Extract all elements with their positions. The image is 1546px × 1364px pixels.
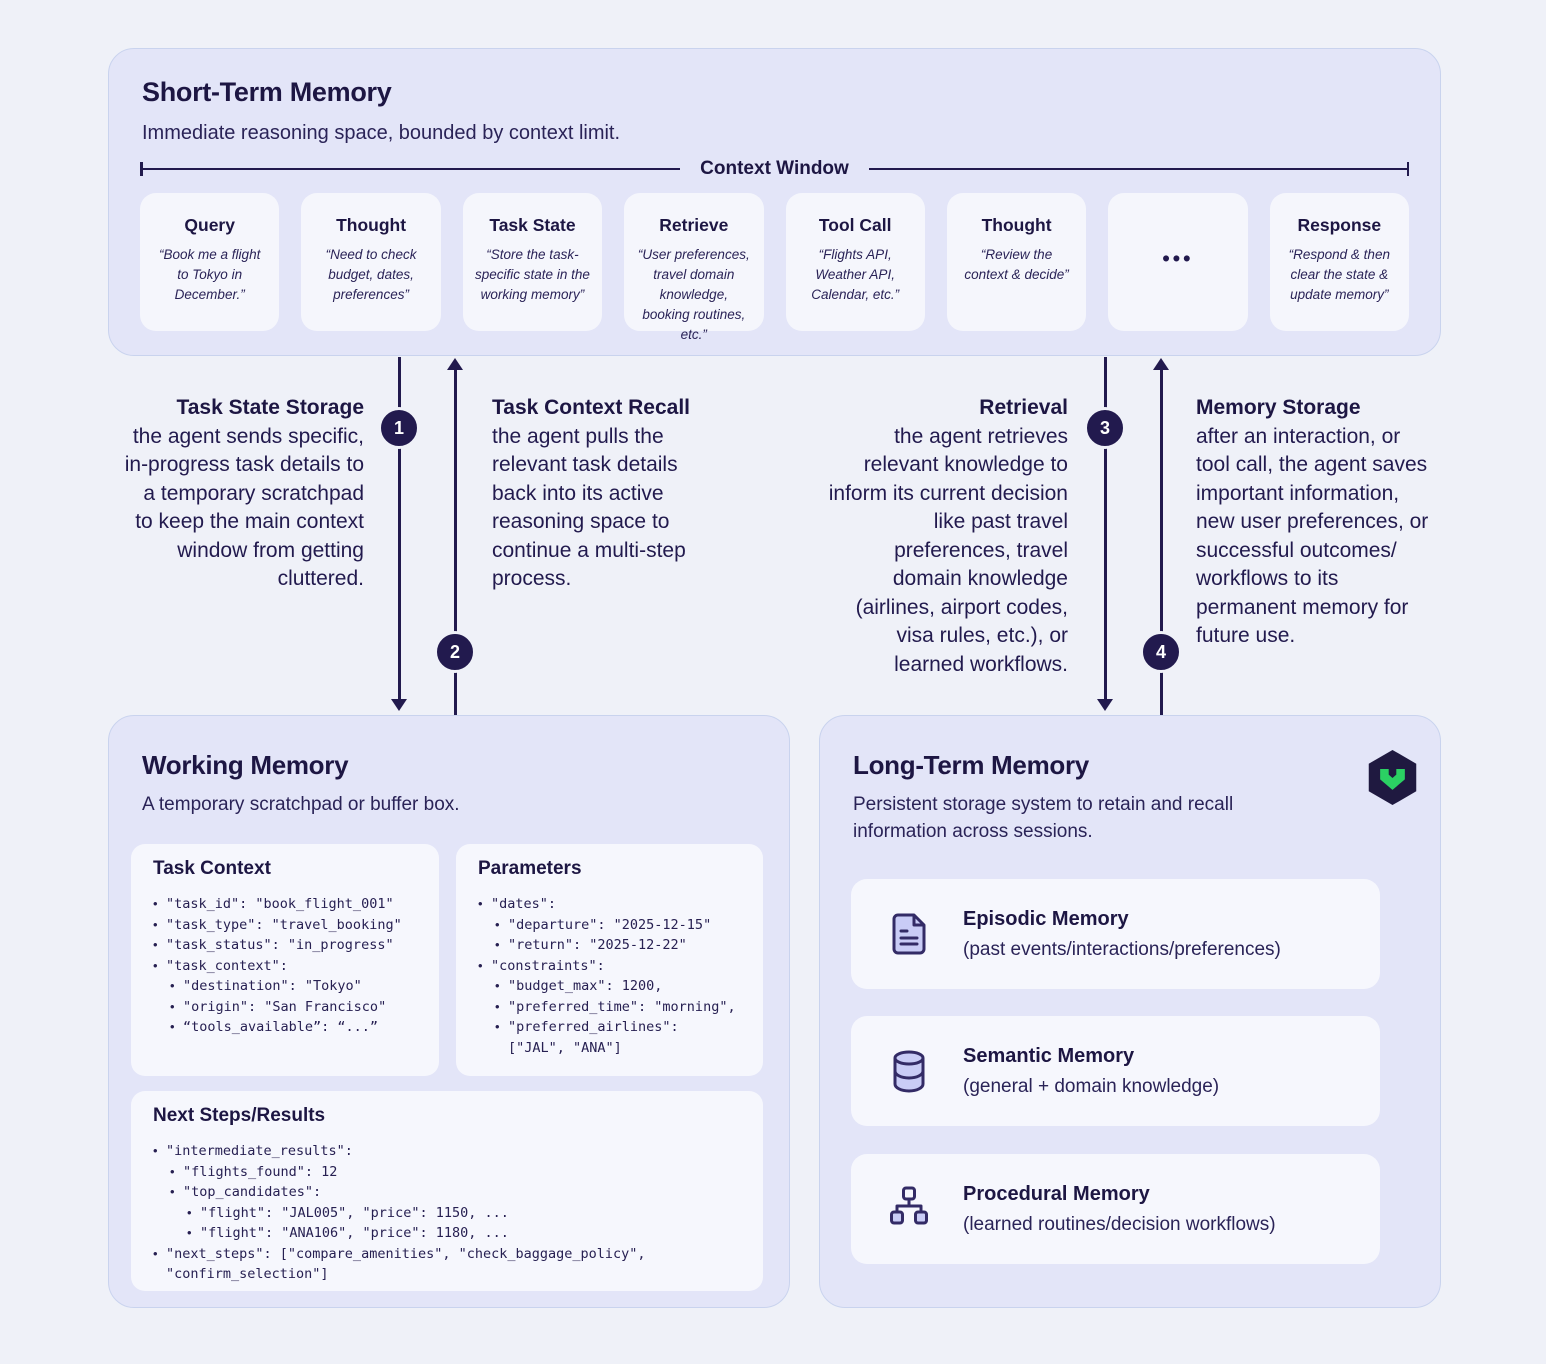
bullet-icon: • (170, 978, 175, 993)
code-line: • "task_status": "in_progress" (153, 935, 439, 956)
episodic-memory-title: Episodic Memory (963, 907, 1129, 930)
code-line: • "flight": "JAL005", "price": 1150, ... (187, 1203, 763, 1224)
context-card (140, 193, 279, 331)
code-line: • "task_type": "travel_booking" (153, 915, 439, 936)
working-memory-panel (108, 715, 790, 1308)
note-memory-storage (1196, 394, 1436, 651)
bullet-icon: • (478, 957, 483, 973)
code-line: • "intermediate_results": (153, 1141, 763, 1162)
wm-title: Working Memory (142, 750, 349, 780)
bullet-icon: • (495, 937, 500, 952)
context-card-title: Retrieve (659, 215, 729, 235)
note-retrieval (824, 394, 1068, 679)
code-line: • "origin": "San Francisco" (170, 997, 439, 1018)
note-title: Memory Storage (1196, 396, 1361, 419)
bullet-icon: • (153, 1143, 158, 1158)
context-card-quote: “Book me a flight to Tokyo in December.” (159, 247, 261, 302)
note-task-context-recall (492, 394, 714, 594)
ltm-subtitle: Persistent storage system to retain and recall information across sessions. (853, 794, 1234, 842)
context-card (786, 193, 925, 331)
ltm-title: Long-Term Memory (853, 750, 1089, 780)
bullet-icon: • (153, 916, 158, 932)
code-line: ["JAL", "ANA"] (508, 1039, 622, 1056)
context-window-label: Context Window (700, 158, 849, 179)
bullet-icon: • (495, 916, 500, 932)
bullet-icon: • (495, 1019, 500, 1034)
code-line: • “tools_available”: “...” (170, 1017, 439, 1038)
bullet-icon: • (478, 896, 483, 911)
next-steps-results-title: Next Steps/Results (153, 1105, 326, 1126)
context-card (1108, 193, 1247, 331)
parameters-title: Parameters (478, 858, 582, 879)
note-body: the agent pulls the relevant task details back into its active reasoning space to continue a multi-step process. (492, 424, 686, 590)
task-context-code (153, 894, 439, 1038)
document-icon (885, 910, 933, 958)
flow-badge-3: 3 (1084, 407, 1126, 449)
code-line: • "departure": "2025-12-15" (495, 915, 763, 936)
semantic-memory-sub: (general + domain knowledge) (963, 1075, 1220, 1097)
code-line: • "return": "2025-12-22" (495, 935, 763, 956)
task-context-card (131, 844, 439, 1076)
note-body: after an interaction, or tool call, the agent saves important information, new user preferences, or successful outcomes/ workflows to its permanent memory for future use. (1196, 424, 1429, 647)
code-line: • "top_candidates": (170, 1182, 763, 1203)
code-line: • "task_context": (153, 956, 439, 977)
code-line: • "constraints": (478, 956, 763, 977)
context-card (624, 193, 763, 342)
stm-subtitle: Immediate reasoning space, bounded by context limit. (142, 122, 621, 144)
context-card-title: Task State (489, 215, 576, 235)
short-term-memory-panel (108, 48, 1441, 356)
note-task-state-storage (124, 394, 364, 594)
code-line: • "preferred_time": "morning", (495, 997, 763, 1018)
procedural-memory-title: Procedural Memory (963, 1182, 1150, 1205)
bullet-icon: • (187, 1225, 192, 1240)
database-icon (885, 1047, 933, 1095)
semantic-memory-item (851, 1016, 1380, 1126)
code-line: • "flights_found": 12 (170, 1162, 763, 1183)
bullet-icon: • (495, 998, 500, 1014)
parameters-code (478, 894, 763, 1058)
code-line: • "preferred_airlines": (495, 1017, 763, 1038)
note-title: Task State Storage (176, 396, 364, 419)
context-card-title: Query (184, 215, 235, 235)
episodic-memory-sub: (past events/interactions/preferences) (963, 938, 1281, 960)
procedural-memory-sub: (learned routines/decision workflows) (963, 1213, 1276, 1235)
context-card-title: Tool Call (818, 215, 892, 235)
flow-badge-2: 2 (434, 631, 476, 673)
long-term-memory-panel (819, 715, 1441, 1308)
bullet-icon: • (187, 1204, 192, 1220)
ellipsis-icon: ••• (1162, 247, 1194, 271)
code-line: • "flight": "ANA106", "price": 1180, ... (187, 1223, 763, 1244)
context-window-cards (140, 193, 1409, 342)
semantic-memory-title: Semantic Memory (963, 1044, 1135, 1067)
context-card (947, 193, 1086, 331)
bullet-icon: • (170, 998, 175, 1014)
note-body: the agent retrieves relevant knowledge to inform its current decision like past travel preferences, travel domain knowledge (airlines, airport codes, visa rules, etc.), or learned workflows. (828, 424, 1068, 676)
procedural-memory-item (851, 1154, 1380, 1264)
bullet-icon: • (153, 957, 158, 973)
context-card (1270, 193, 1409, 331)
bullet-icon: • (153, 1245, 158, 1261)
context-card-quote: “Need to check budget, dates, preferences” (325, 247, 417, 302)
bullet-icon: • (170, 1184, 175, 1199)
note-body: the agent sends specific, in-progress task details to a temporary scratchpad to keep the main context window from getting cluttered. (124, 424, 364, 590)
bullet-icon: • (170, 1163, 175, 1179)
context-card-title: Thought (336, 215, 407, 235)
flow-badge-4: 4 (1140, 631, 1182, 673)
brand-hexagon-logo (1364, 749, 1421, 806)
code-line: • "next_steps": ["compare_amenities", "check_baggage_policy", (153, 1244, 763, 1265)
next-steps-results-card (131, 1091, 763, 1291)
bullet-icon: • (170, 1019, 175, 1034)
stm-title: Short-Term Memory (142, 77, 392, 107)
code-line: • "destination": "Tokyo" (170, 976, 439, 997)
bullet-icon: • (495, 978, 500, 993)
context-card (463, 193, 602, 331)
context-card-quote: “User preferences, travel domain knowledge, booking routines, etc.” (637, 247, 750, 342)
code-line: • "task_id": "book_flight_001" (153, 894, 439, 915)
flowchart-icon (885, 1185, 933, 1233)
next-steps-results-code (153, 1141, 763, 1285)
ruler-line-left (140, 168, 680, 171)
note-title: Retrieval (979, 396, 1068, 419)
context-window-ruler (140, 158, 1409, 180)
parameters-card (456, 844, 763, 1076)
flow-badge-1: 1 (378, 407, 420, 449)
context-card-quote: “Respond & then clear the state & update memory” (1288, 247, 1390, 302)
context-card (301, 193, 440, 331)
code-line: • "budget_max": 1200, (495, 976, 763, 997)
code-line: • "dates": (478, 894, 763, 915)
context-card-quote: “Review the context & decide” (964, 247, 1069, 282)
context-card-title: Response (1297, 215, 1382, 235)
context-card-quote: “Flights API, Weather API, Calendar, etc.” (811, 247, 900, 302)
code-line: "confirm_selection"] (166, 1266, 329, 1282)
wm-subtitle: A temporary scratchpad or buffer box. (142, 794, 460, 815)
note-title: Task Context Recall (492, 396, 691, 419)
bullet-icon: • (153, 937, 158, 952)
episodic-memory-item (851, 879, 1380, 989)
context-card-title: Thought (981, 215, 1052, 235)
task-context-title: Task Context (153, 858, 271, 879)
context-card-quote: “Store the task-specific state in the working memory” (475, 247, 590, 302)
bullet-icon: • (153, 896, 158, 911)
ruler-line-right (869, 168, 1409, 171)
